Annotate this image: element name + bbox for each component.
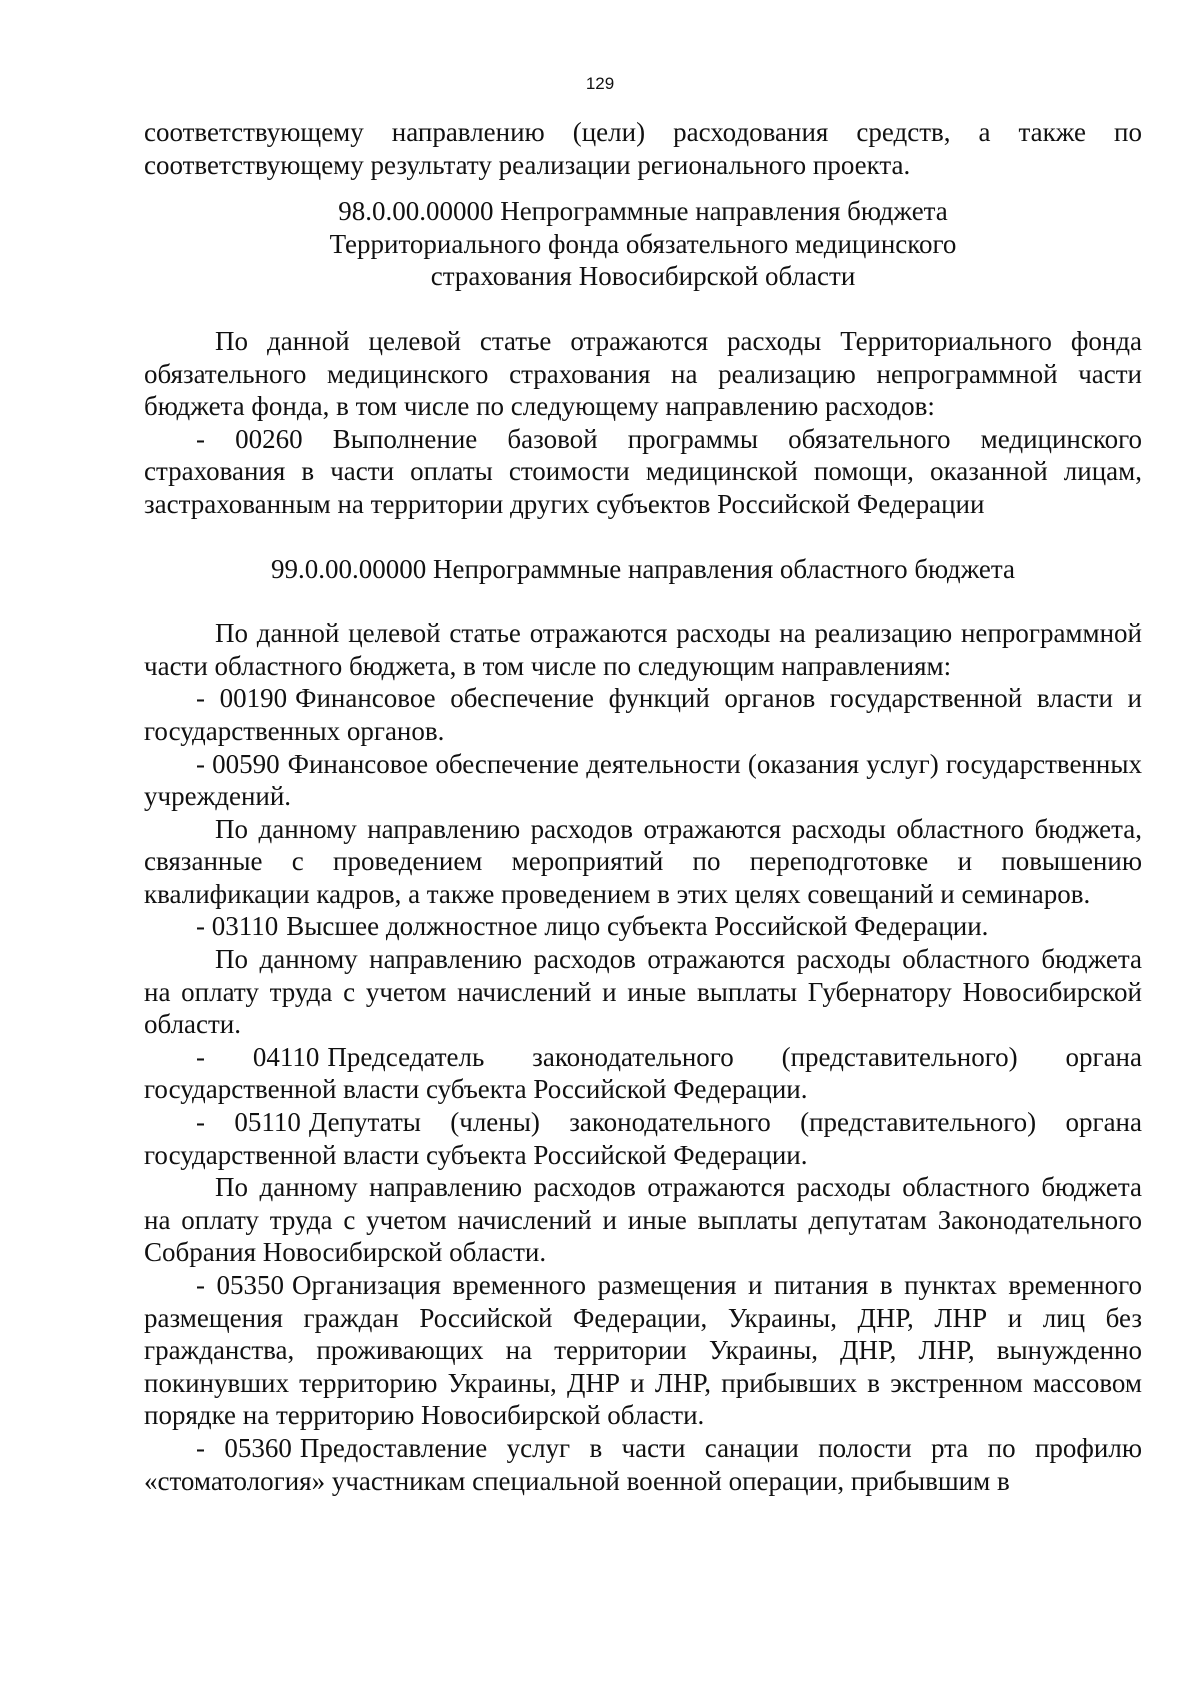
section-99-paragraph: По данной целевой статье отражаются расходы на реализацию непрограммной части областного бюджета, в том числе по следующим направлениям:: [144, 618, 1142, 681]
item-05350: [144, 1269, 1142, 1432]
item-00190: [144, 682, 1142, 747]
item-text: Финансовое обеспечение функций органов государственной власти и государственных органов.: [144, 683, 1142, 746]
item-text: Организация временного размещения и питания в пунктах временного размещения граждан Российской Федерации, Украины, ДНР, ЛНР и лиц без гражданства, проживающих на территории Украины, ДНР, ЛНР, вынужденно покинувших территорию Украины, ДНР и ЛНР, прибывших в экстренном массовом порядке на территорию Новосибирской области.: [144, 1270, 1142, 1431]
item-05360: [144, 1432, 1142, 1497]
item-04110: [144, 1041, 1142, 1106]
section-98-title-line-1: 98.0.00.00000 Непрограммные направления бюджета: [338, 196, 948, 227]
section-99-items: [144, 682, 1142, 1497]
section-98-title-line-3: страхования Новосибирской области: [430, 261, 856, 292]
item-text: Депутаты (члены) законодательного (представительного) органа государственной власти субъекта Российской Федерации.: [144, 1107, 1142, 1170]
item-code: - 04110: [196, 1041, 320, 1072]
item-00590: [144, 748, 1142, 813]
item-03110-note: По данному направлению расходов отражаются расходы областного бюджета на оплату труда с учетом начислений и иные выплаты Губернатору Новосибирской области.: [144, 944, 1142, 1040]
item-text: Высшее должностное лицо субъекта Российской Федерации.: [286, 911, 989, 942]
intro-paragraph: соответствующему направлению (цели) расходования средств, а также по соответствующему результату реализации регионального проекта.: [144, 117, 1142, 180]
item-code: - 00190: [196, 683, 288, 714]
section-99-heading: 99.0.00.00000 Непрограммные направления областного бюджета: [271, 553, 1015, 584]
section-98-paragraph: По данной целевой статье отражаются расходы Территориального фонда обязательного медицинского страхования на реализацию непрограммной части бюджета фонда, в том числе по следующему направлению расходов:: [144, 325, 1142, 422]
section-98-item-00260: - 00260 Выполнение базовой программы обязательного медицинского страхования в части оплаты стоимости медицинской помощи, оказанной лицам, застрахованным на территории других субъектов Российской Федерации: [144, 423, 1142, 519]
section-98-title-line-2: Территориального фонда обязательного медицинского: [329, 228, 957, 259]
document-body: [144, 116, 1142, 1497]
item-05110: [144, 1106, 1142, 1171]
section-98-heading: [144, 195, 1142, 293]
item-code: - 00590: [196, 748, 280, 779]
item-code: - 05110: [196, 1107, 301, 1138]
item-text: Председатель законодательного (представительного) органа государственной власти субъекта Российской Федерации.: [144, 1041, 1142, 1105]
item-text: Предоставление услуг в части санации полости рта по профилю «стоматология» участникам специальной военной операции, прибывшим в: [144, 1432, 1142, 1496]
item-05110-note: По данному направлению расходов отражаются расходы областного бюджета на оплату труда с учетом начислений и иные выплаты депутатам Законодательного Собрания Новосибирской области.: [144, 1172, 1142, 1268]
item-00590-note: По данному направлению расходов отражаются расходы областного бюджета, связанные с проведением мероприятий по переподготовке и повышению квалификации кадров, а также проведением в этих целях совещаний и семинаров.: [144, 813, 1142, 909]
item-code: - 05350: [196, 1270, 285, 1300]
item-03110: [144, 910, 1142, 943]
item-code: - 03110: [196, 911, 279, 942]
item-text: Финансовое обеспечение деятельности (оказания услуг) государственных учреждений.: [144, 748, 1142, 812]
page-number: 129: [585, 74, 615, 93]
item-code: - 05360: [196, 1432, 292, 1463]
